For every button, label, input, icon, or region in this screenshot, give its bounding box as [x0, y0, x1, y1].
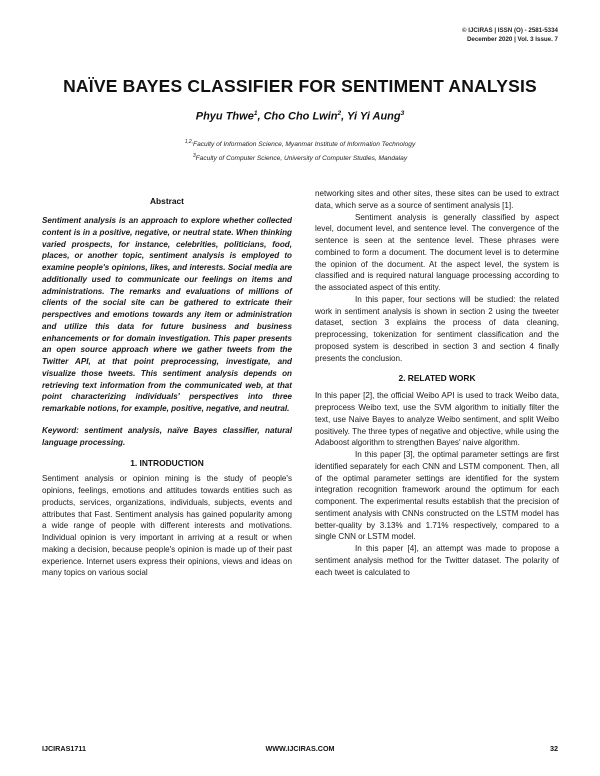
affiliation-line	[0, 151, 600, 165]
author-name: Phyu Thwe	[195, 110, 254, 123]
affiliations	[0, 137, 600, 164]
author-list	[0, 110, 600, 123]
author-sep: ,	[257, 110, 264, 123]
related-paragraph: In this paper [2], the official Weibo API is used to track Weibo data, preprocess Weibo text, use the SVM algorithm to initially filter the text, use Naive Bayes to analyze Weibo sentiment, and split Weibo positively. The three types of negative and objective, while using the Adaboost algorithm to strengthen Bayes' naive algorithm.	[315, 391, 559, 448]
footer-paper-id: IJCIRAS1711	[42, 744, 86, 753]
intro-paragraph: In this paper, four sections will be studied: the related work in sentiment analysis is shown in section 2 using the tweeter dataset, section 3 explains the process of data cleaning, preprocessing, tokenization for sentiment classification and the proposed system is described in section 3 and section 4 finally presents the conclusion.	[315, 294, 559, 363]
left-column	[42, 195, 292, 579]
journal-issn: © IJCIRAS | ISSN (O) - 2581-5334	[461, 27, 558, 34]
author-name: Yi Yi Aung	[347, 110, 401, 123]
journal-issue: December 2020 | Vol. 3 Issue. 7	[466, 36, 558, 43]
right-column	[315, 188, 559, 578]
affiliation-sup: 1,2,	[184, 139, 194, 145]
abstract-text: Sentiment analysis is an approach to explore whether collected content is in a positive, negative, or neutral state. When thinking varied prospects, for instance, celebrities, politicians, food, places, or another topic, sentiment analysis is employed to examine people's opinions, likes, and interests. Social media are additionally used to communicate our feelings on items and administrations. The remarks and evaluations of millions of clients of the social site can be gathered to extricate their perspectives and emotions towards any item or administration and utilize this data for future business and business enhancements or for domain investigation. This paper presents an open source approach where we gather tweets from the Twitter API, at that point preprocessing, investigate, and visualize those tweets. This sentiment analysis depends on retrieving text information from the communicated web, at that point characterizing individuals' perspectives into three remarkable notions, for example, positive, negative, and neutral.	[42, 216, 292, 413]
intro-paragraph: Sentiment analysis or opinion mining is the study of people's opinions, feelings, emotions and attitudes towards entities such as products, services, organizations, individuals, subjects, events and attributes that Fast. Sentiment analysis has gained popularity among a wide range of people with different interests and motivations. Individual opinion is very important in arriving at a result or when making a decision, because people's opinion is made up of their past experience. Internet users express their opinions, views and ideas on many topics on various social	[42, 474, 292, 578]
footer-page-number: 32	[550, 744, 558, 753]
author-sup: 1	[253, 110, 258, 117]
affiliation-sup: 3	[192, 152, 196, 159]
author-sep: ,	[341, 110, 348, 123]
affiliation-line	[0, 137, 600, 151]
intro-paragraph: Sentiment analysis is generally classified by aspect level, document level, and sentence level. The convergence of the sentence is seen at the sentence level. These phrases were combined to form a document. The document level is to determine the opinion of the document. At the aspect level, the system is classified and is required natural language processing according to the associated aspect of this entity.	[315, 212, 559, 292]
author-sup: 2	[337, 110, 342, 117]
abstract-heading: Abstract	[150, 196, 184, 206]
keywords: Keyword: sentiment analysis, naïve Bayes classifier, natural language processing.	[42, 425, 292, 447]
related-paragraph: In this paper [3], the optimal parameter settings are first identified separately for each CNN and LSTM component. Then, all of the optimal parameter settings are identified for the system integration recognition framework around the optimum for each component. The experimental results establish that the precision of sentiment analysis with CNNs constructed on the LSTM model has better-quality by 3.13% and 1.71% respectively, compared to a single CNN or LSTM model.	[315, 450, 559, 542]
paper-title: NAÏVE BAYES CLASSIFIER FOR SENTIMENT ANALYSIS	[63, 76, 537, 96]
affiliation-text: Faculty of Information Science, Myanmar Institute of Information Technology	[193, 141, 416, 149]
introduction-heading: 1. INTRODUCTION	[130, 458, 204, 469]
author-name: Cho Cho Lwin	[263, 110, 338, 123]
intro-paragraph-continued: networking sites and other sites, these sites can be used to extract data, which serve as a source of sentiment analysis [1].	[315, 189, 559, 210]
affiliation-text: Faculty of Computer Science, University of Computer Studies, Mandalay	[195, 154, 408, 162]
author-sup: 3	[400, 110, 405, 117]
related-work-heading: 2. RELATED WORK	[398, 373, 476, 384]
journal-header	[462, 26, 558, 44]
related-paragraph: In this paper [4], an attempt was made to propose a sentiment analysis method for the Twitter dataset. The polarity of each tweet is calculated to	[315, 544, 559, 577]
footer-website: WWW.IJCIRAS.COM	[265, 744, 335, 753]
